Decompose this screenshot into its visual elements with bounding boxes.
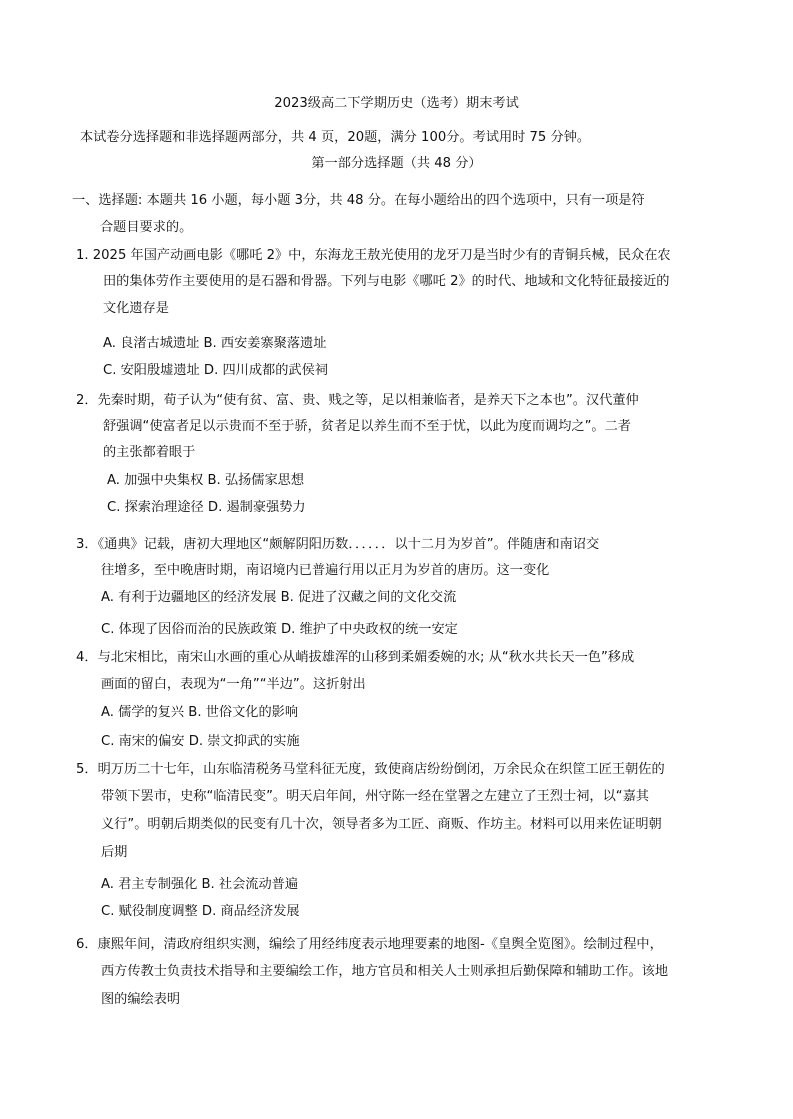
options-ab: A. 君主专制强化 B. 社会流动普遍: [101, 877, 299, 892]
question-text: 带领下罢市，史称“临清民变”。明天启年间，州守陈一经在堂署之左建立了王烈士祠，以“嘉其: [101, 789, 649, 804]
options-ab: A. 有利于边疆地区的经济发展 B. 促进了汉藏之间的文化交流: [101, 590, 457, 605]
question-text: 图的编绘表明: [101, 992, 181, 1007]
question-text: 舒强调“使富者足以示贵而不至于骄，贫者足以养生而不至于忧，以此为度而调均之”。二者: [103, 419, 631, 434]
question-text: 5．明万历二十七年，山东临清税务马堂科征无度，致使商店纷纷倒闭，万余民众在织筐工匠王朝佐的: [76, 762, 665, 777]
question-text: 文化遗存是: [103, 301, 169, 316]
question-text: 田的集体劳作主要使用的是石器和骨器。下列与电影《哪吒 2》的时代、地域和文化特征最接近的: [103, 274, 670, 289]
question-text: 6．康熙年间，清政府组织实测，编绘了用经纬度表示地理要素的地图-《皇舆全览图》。绘制过程中，: [76, 937, 663, 952]
question-text: 义行”。明朝后期类似的民变有几十次，领导者多为工匠、商贩、作坊主。材料可以用来佐证明朝: [101, 817, 662, 832]
options-cd: C. 南宋的偏安 D. 崇文抑武的实施: [101, 734, 300, 749]
question-text: 1. 2025 年国产动画电影《哪吒 2》中，东海龙王敖光使用的龙牙刀是当时少有的青铜兵械，民众在农: [76, 248, 671, 263]
question-text: 3．《通典》记载，唐初大理地区“颇解阴阳历数．．．．．．以十二月为岁首”。伴随唐和南诏交: [76, 537, 600, 552]
options-cd: C. 安阳殷墟遗址 D. 四川成都的武侯祠: [103, 363, 328, 378]
options-ab: A. 良渚古城遗址 B. 西安姜寨聚落遗址: [103, 336, 327, 351]
section1-instruction-cont: 合题目要求的。: [100, 220, 193, 235]
question-text: 4．与北宋相比，南宋山水画的重心从峭拔雄浑的山移到柔媚委婉的水; 从“秋水共长天一色”移成: [76, 650, 635, 665]
question-text: 往增多，至中晚唐时期，南诏境内已普遍行用以正月为岁首的唐历。这一变化: [101, 563, 550, 578]
options-ab: A. 加强中央集权 B. 弘扬儒家思想: [107, 473, 305, 488]
options-cd: C. 探索治理途径 D. 遏制豪强势力: [107, 500, 306, 515]
question-text: 画面的留白，表现为“一角”“半边”。这折射出: [101, 677, 366, 692]
question-text: 西方传教士负责技术指导和主要编绘工作，地方官员和相关人士则承担后勤保障和辅助工作。该地: [101, 964, 669, 979]
exam-intro: 本试卷分选择题和非选择题两部分，共 4 页，20题，满分 100分。考试用时 75 分钟。: [80, 130, 591, 145]
options-ab: A. 儒学的复兴 B. 世俗文化的影响: [101, 705, 299, 720]
question-text: 2．先秦时期，荀子认为“使有贫、富、贵、贱之等，足以相兼临者，是养天下之本也”。汉代董仲: [76, 393, 639, 408]
question-text: 后期: [101, 845, 128, 860]
part1-heading: 第一部分选择题（共 48 分）: [311, 156, 482, 171]
section1-instruction: 一、选择题: 本题共 16 小题，每小题 3分，共 48 分。在每小题给出的四个选项中，只有一项是符: [72, 193, 645, 208]
question-text: 的主张都着眼于: [103, 445, 196, 460]
options-cd: C. 体现了因俗而治的民族政策 D. 维护了中央政权的统一安定: [101, 622, 458, 637]
exam-title: 2023级高二下学期历史（选考）期末考试: [274, 96, 519, 111]
options-cd: C. 赋役制度调整 D. 商品经济发展: [101, 904, 300, 919]
